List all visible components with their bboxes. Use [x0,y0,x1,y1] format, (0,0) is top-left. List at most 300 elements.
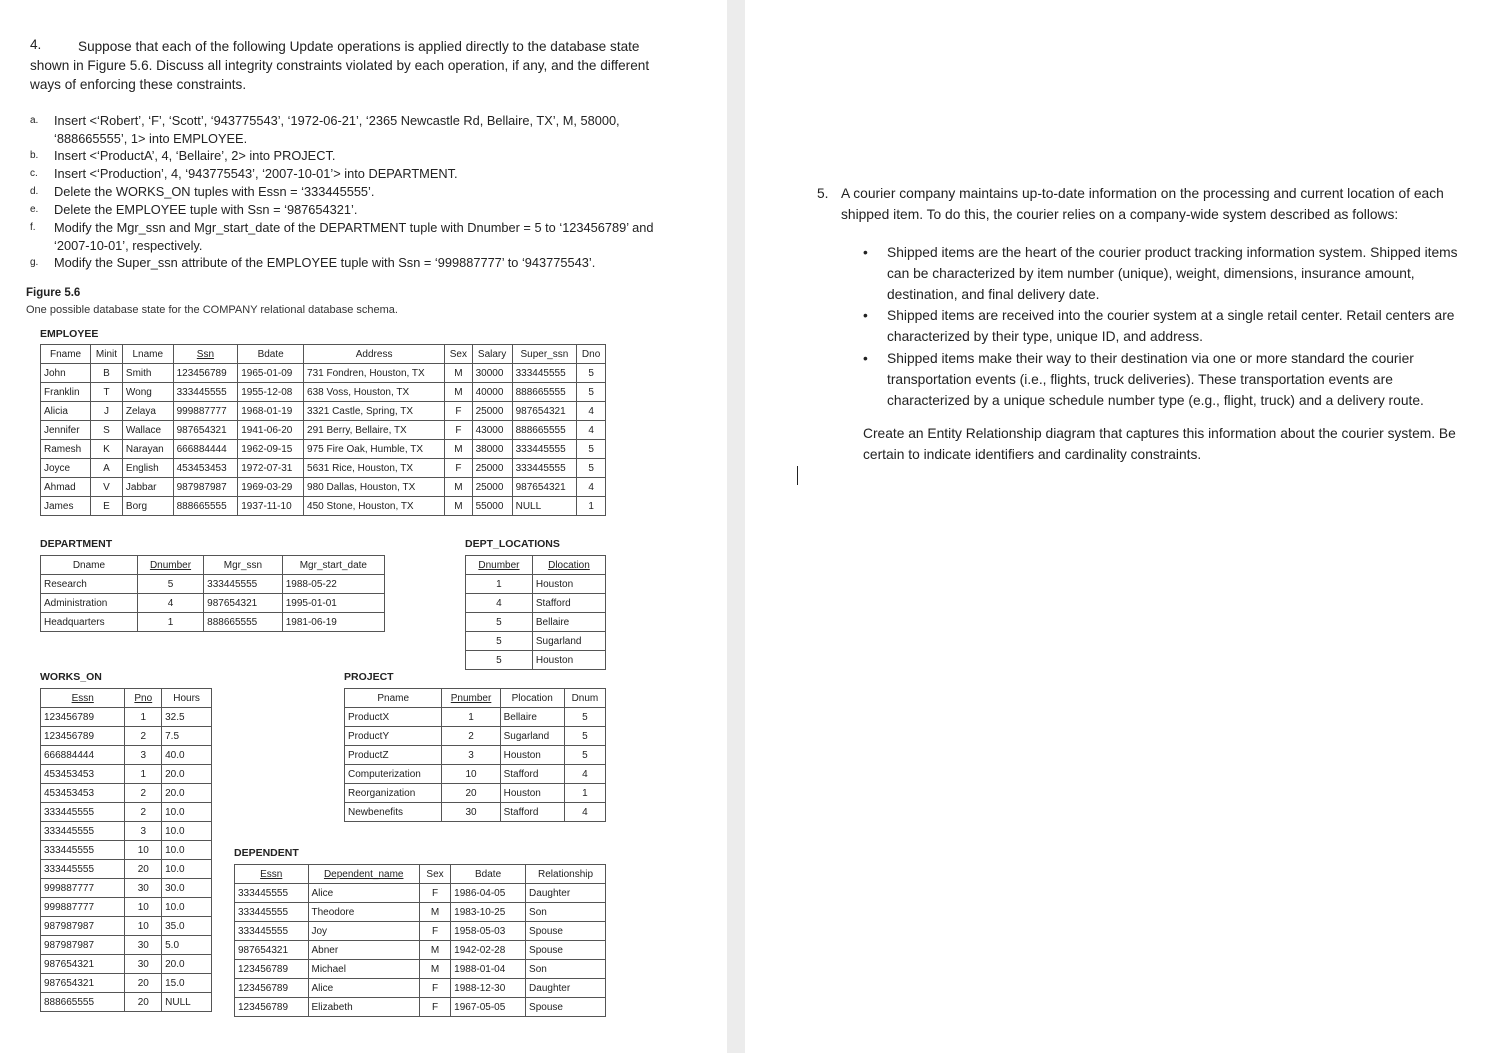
question-5-number: 5. [817,186,829,201]
column-header: Mgr_ssn [204,556,283,575]
table-cell: 888665555 [512,421,577,440]
table-cell: 20.0 [162,784,212,803]
table-row [41,383,606,402]
bullet-icon: • [863,245,868,260]
table-row [41,841,212,860]
table-cell: 40000 [472,383,512,402]
table-cell: 333445555 [512,459,577,478]
column-header: Essn [41,689,125,708]
item-label: a. [30,115,39,126]
table-row [235,960,606,979]
table-cell: Alicia [41,402,91,421]
table-row [41,974,212,993]
column-header: Essn [235,865,309,884]
table-cell: F [445,402,472,421]
table-cell: Abner [308,941,419,960]
table-cell: 30 [442,803,500,822]
table-cell: B [91,364,123,383]
table-cell: 123456789 [41,727,125,746]
table-cell: 20 [125,993,162,1012]
table-row [41,765,212,784]
department-table-title: DEPARTMENT [40,538,113,550]
bullet-text: Shipped items are the heart of the courier product tracking information system. Shipped items can be characterized by item number (unique), weight, dimensions, insurance amount, destination, and final delivery date. [887,245,1458,302]
left-page [0,0,727,1053]
table-row [41,860,212,879]
table-cell: 30 [125,955,162,974]
table-row [466,575,606,594]
table-cell: Administration [41,594,138,613]
table-cell: Wallace [122,421,173,440]
table-cell: Daughter [526,884,606,903]
column-header: Fname [41,345,91,364]
table-cell: 888665555 [204,613,283,632]
table-cell: 1988-12-30 [451,979,526,998]
table-cell: Franklin [41,383,91,402]
table-cell: 25000 [472,459,512,478]
table-cell: 888665555 [173,497,238,516]
employee-table-title: EMPLOYEE [40,328,99,340]
table-cell: Research [41,575,138,594]
table-cell: 333445555 [41,803,125,822]
table-cell: 1988-05-22 [282,575,384,594]
table-cell: 5 [577,440,606,459]
table-row [41,594,385,613]
table-cell: Theodore [308,903,419,922]
table-cell: 10 [125,917,162,936]
table-row [345,784,606,803]
table-cell: 987654321 [204,594,283,613]
table-row [235,998,606,1017]
table-cell: 333445555 [512,440,577,459]
table-cell: Joy [308,922,419,941]
table-cell: 55000 [472,497,512,516]
table-row [345,803,606,822]
table-cell: Narayan [122,440,173,459]
column-header: Bdate [451,865,526,884]
table-cell: Son [526,903,606,922]
column-header: Pname [345,689,442,708]
item-text: Modify the Mgr_ssn and Mgr_start_date of the DEPARTMENT tuple with Dnumber = 5 to ‘123456789’ and ‘2007-10-01’, respectively. [54,220,654,253]
figure-caption: One possible database state for the COMPANY relational database schema. [26,304,398,316]
table-cell: 1 [577,497,606,516]
table-cell: 4 [577,478,606,497]
table-cell: M [445,383,472,402]
table-cell: 3 [442,746,500,765]
table-cell: Stafford [500,803,564,822]
table-row [41,497,606,516]
column-header: Lname [122,345,173,364]
project-table-title: PROJECT [344,671,394,683]
table-cell: 40.0 [162,746,212,765]
column-header: Sex [445,345,472,364]
table-cell: 1967-05-05 [451,998,526,1017]
table-row [466,632,606,651]
table-cell: Joyce [41,459,91,478]
column-header: Dnumber [466,556,533,575]
table-cell: Spouse [526,941,606,960]
table-cell: 999887777 [41,879,125,898]
item-label: b. [30,150,39,161]
table-cell: 987987987 [41,936,125,955]
table-cell: 666884444 [173,440,238,459]
table-row [235,903,606,922]
table-cell: 10.0 [162,898,212,917]
table-cell: Zelaya [122,402,173,421]
table-cell: Sugarland [500,727,564,746]
column-header: Mgr_start_date [282,556,384,575]
table-cell: 10.0 [162,860,212,879]
table-cell: Bellaire [500,708,564,727]
table-cell: ProductX [345,708,442,727]
table-cell: 25000 [472,478,512,497]
table-cell: 30 [125,879,162,898]
table-cell: 20 [125,974,162,993]
table-header-row [345,689,606,708]
table-cell: 987654321 [235,941,309,960]
table-cell: 2 [125,803,162,822]
table-cell: James [41,497,91,516]
table-cell: 20 [442,784,500,803]
question-4-text: Suppose that each of the following Update operations is applied directly to the database state shown in Figure 5.6. Discuss all integrity constraints violated by each operation, if any, and the different ways of enforcing these constraints. [30,39,650,92]
item-text: Delete the WORKS_ON tuples with Essn = ‘333445555’. [54,184,375,199]
table-row [41,936,212,955]
item-f [30,219,670,255]
table-cell: 333445555 [173,383,238,402]
table-cell: 333445555 [235,884,309,903]
table-cell: John [41,364,91,383]
table-cell: 1965-01-09 [238,364,304,383]
table-cell: 1986-04-05 [451,884,526,903]
table-row [41,575,385,594]
table-cell: 30000 [472,364,512,383]
table-cell: 1 [125,708,162,727]
table-row [41,478,606,497]
table-cell: Ramesh [41,440,91,459]
table-cell: 3 [125,822,162,841]
table-cell: 5 [466,632,533,651]
table-cell: 1942-02-28 [451,941,526,960]
table-cell: 10.0 [162,841,212,860]
table-cell: 123456789 [235,960,309,979]
table-cell: 999887777 [173,402,238,421]
table-cell: M [445,478,472,497]
table-cell: Houston [500,746,564,765]
column-header: Bdate [238,345,304,364]
column-header: Super_ssn [512,345,577,364]
works-on-table-title: WORKS_ON [40,671,102,683]
table-cell: 1972-07-31 [238,459,304,478]
table-row [41,822,212,841]
table-row [41,955,212,974]
table-row [235,922,606,941]
table-row [41,708,212,727]
table-cell: S [91,421,123,440]
column-header: Address [304,345,445,364]
table-cell: 2 [125,727,162,746]
table-cell: 5 [577,364,606,383]
table-cell: M [419,903,450,922]
bullet-text: Shipped items make their way to their destination via one or more standard the courier transportation events (i.e., flights, truck deliveries). These transportation events are characterized by a unique schedule number type (e.g., flight, truck) and a delivery route. [887,351,1424,408]
table-row [41,364,606,383]
table-cell: 30.0 [162,879,212,898]
column-header: Dependent_name [308,865,419,884]
table-row [41,784,212,803]
table-cell: 10 [125,898,162,917]
table-cell: Newbenefits [345,803,442,822]
table-row [41,879,212,898]
table-row [41,613,385,632]
table-cell: Sugarland [532,632,605,651]
department-table [40,555,385,632]
table-cell: Jabbar [122,478,173,497]
table-cell: 123456789 [41,708,125,727]
table-cell: 888665555 [41,993,125,1012]
table-cell: M [419,941,450,960]
table-cell: Ahmad [41,478,91,497]
table-cell: 731 Fondren, Houston, TX [304,364,445,383]
dependent-table [234,864,606,1017]
table-cell: Alice [308,884,419,903]
column-header: Dnumber [137,556,203,575]
table-row [466,651,606,670]
item-text: Insert <‘ProductA’, 4, ‘Bellaire’, 2> into PROJECT. [54,148,336,163]
table-cell: M [445,440,472,459]
table-cell: Houston [500,784,564,803]
table-cell: M [445,364,472,383]
table-cell: V [91,478,123,497]
table-cell: Borg [122,497,173,516]
table-cell: 453453453 [173,459,238,478]
item-a [30,112,670,150]
table-cell: Stafford [532,594,605,613]
table-cell: 1 [442,708,500,727]
table-cell: Smith [122,364,173,383]
table-row [41,421,606,440]
column-header: Dlocation [532,556,605,575]
table-cell: ProductZ [345,746,442,765]
table-cell: K [91,440,123,459]
table-row [41,898,212,917]
table-cell: 1981-06-19 [282,613,384,632]
table-cell: Spouse [526,922,606,941]
table-cell: 333445555 [235,922,309,941]
table-cell: 666884444 [41,746,125,765]
table-row [41,917,212,936]
table-cell: 10 [125,841,162,860]
table-cell: 4 [564,803,605,822]
table-row [345,708,606,727]
table-row [466,613,606,632]
table-row [41,402,606,421]
table-cell: 1 [125,765,162,784]
table-cell: 333445555 [235,903,309,922]
table-cell: F [419,884,450,903]
table-cell: 32.5 [162,708,212,727]
table-cell: NULL [512,497,577,516]
table-cell: Alice [308,979,419,998]
table-cell: F [445,459,472,478]
column-header: Sex [419,865,450,884]
table-cell: 987654321 [41,974,125,993]
column-header: Dno [577,345,606,364]
dependent-table-title: DEPENDENT [234,847,299,859]
project-table [344,688,606,822]
column-header: Dnum [564,689,605,708]
table-cell: Reorganization [345,784,442,803]
table-cell: 7.5 [162,727,212,746]
table-cell: 25000 [472,402,512,421]
table-cell: 453453453 [41,765,125,784]
item-label: e. [30,204,39,215]
bullet-icon: • [863,308,868,323]
table-cell: Wong [122,383,173,402]
table-cell: M [445,497,472,516]
table-cell: F [419,998,450,1017]
column-header: Relationship [526,865,606,884]
item-label: c. [30,168,38,179]
question-5-intro: A courier company maintains up-to-date information on the processing and current location of each shipped item. To do this, the courier relies on a company-wide system described as follows: [841,186,1444,222]
table-cell: 1969-03-29 [238,478,304,497]
table-row [41,993,212,1012]
column-header: Ssn [173,345,238,364]
table-cell: 980 Dallas, Houston, TX [304,478,445,497]
table-cell: Jennifer [41,421,91,440]
works-on-table [40,688,212,1012]
table-cell: F [419,979,450,998]
item-d [30,183,670,201]
item-text: Insert <‘Production’, 4, ‘943775543’, ‘2007-10-01’> into DEPARTMENT. [54,166,458,181]
table-cell: 2 [125,784,162,803]
table-cell: 1 [564,784,605,803]
table-cell: Houston [532,651,605,670]
table-cell: 999887777 [41,898,125,917]
table-cell: 30 [125,936,162,955]
table-cell: 35.0 [162,917,212,936]
table-cell: 3321 Castle, Spring, TX [304,402,445,421]
table-cell: Elizabeth [308,998,419,1017]
table-cell: 1 [466,575,533,594]
table-cell: 3 [125,746,162,765]
text-cursor [797,466,798,485]
table-cell: 291 Berry, Bellaire, TX [304,421,445,440]
item-label: g. [30,257,39,268]
table-cell: 1955-12-08 [238,383,304,402]
table-row [41,459,606,478]
dept-locations-table [465,555,606,670]
table-cell: F [419,922,450,941]
table-cell: 1 [137,613,203,632]
table-cell: 5 [577,383,606,402]
table-cell: 975 Fire Oak, Humble, TX [304,440,445,459]
table-cell: A [91,459,123,478]
table-cell: 453453453 [41,784,125,803]
table-cell: 987654321 [173,421,238,440]
table-cell: Houston [532,575,605,594]
table-cell: 20 [125,860,162,879]
table-cell: 4 [577,402,606,421]
column-header: Pnumber [442,689,500,708]
table-cell: 888665555 [512,383,577,402]
table-cell: 123456789 [235,979,309,998]
table-row [466,594,606,613]
table-row [345,765,606,784]
employee-table [40,344,606,516]
table-cell: 43000 [472,421,512,440]
table-header-row [466,556,606,575]
table-cell: 987654321 [512,478,577,497]
table-cell: 1937-11-10 [238,497,304,516]
table-row [235,979,606,998]
table-cell: 5 [577,459,606,478]
table-cell: 987987987 [173,478,238,497]
table-cell: 38000 [472,440,512,459]
table-row [345,746,606,765]
item-e [30,201,670,219]
table-cell: E [91,497,123,516]
table-cell: 5.0 [162,936,212,955]
table-cell: Daughter [526,979,606,998]
table-cell: 987987987 [41,917,125,936]
table-cell: 5 [466,613,533,632]
table-cell: 333445555 [204,575,283,594]
table-cell: 123456789 [235,998,309,1017]
column-header: Salary [472,345,512,364]
table-cell: 638 Voss, Houston, TX [304,383,445,402]
table-cell: ProductY [345,727,442,746]
table-cell: 333445555 [41,860,125,879]
table-cell: 1983-10-25 [451,903,526,922]
item-g [30,254,670,272]
table-row [235,941,606,960]
table-cell: 987654321 [41,955,125,974]
item-text: Modify the Super_ssn attribute of the EMPLOYEE tuple with Ssn = ‘999887777’ to ‘943775543’. [54,255,596,270]
table-cell: Bellaire [532,613,605,632]
table-cell: 5 [564,746,605,765]
table-cell: 1988-01-04 [451,960,526,979]
table-row [41,727,212,746]
table-row [41,746,212,765]
table-cell: 20.0 [162,955,212,974]
table-cell: 450 Stone, Houston, TX [304,497,445,516]
table-cell: 15.0 [162,974,212,993]
table-header-row [41,556,385,575]
table-row [41,803,212,822]
table-cell: 2 [442,727,500,746]
table-cell: Headquarters [41,613,138,632]
column-header: Pno [125,689,162,708]
bullet-text: Shipped items are received into the courier system at a single retail center. Retail centers are characterized by their type, unique ID, and address. [887,308,1455,344]
table-cell: 333445555 [41,822,125,841]
table-cell: NULL [162,993,212,1012]
table-header-row [41,689,212,708]
table-row [41,440,606,459]
table-cell: 4 [564,765,605,784]
table-cell: Michael [308,960,419,979]
table-header-row [235,865,606,884]
table-cell: Computerization [345,765,442,784]
table-cell: 1995-01-01 [282,594,384,613]
table-cell: 20.0 [162,765,212,784]
item-text: Insert <‘Robert’, ‘F’, ‘Scott’, ‘943775543’, ‘1972-06-21’, ‘2365 Newcastle Rd, Bellaire, TX’, M, 58000, ‘888665555’, 1> into EMPLOYEE. [54,113,620,146]
table-cell: 10 [442,765,500,784]
table-cell: 5 [137,575,203,594]
item-label: d. [30,186,39,197]
figure-title: Figure 5.6 [26,287,81,299]
column-header: Minit [91,345,123,364]
table-cell: 123456789 [173,364,238,383]
table-cell: Spouse [526,998,606,1017]
table-cell: Stafford [500,765,564,784]
